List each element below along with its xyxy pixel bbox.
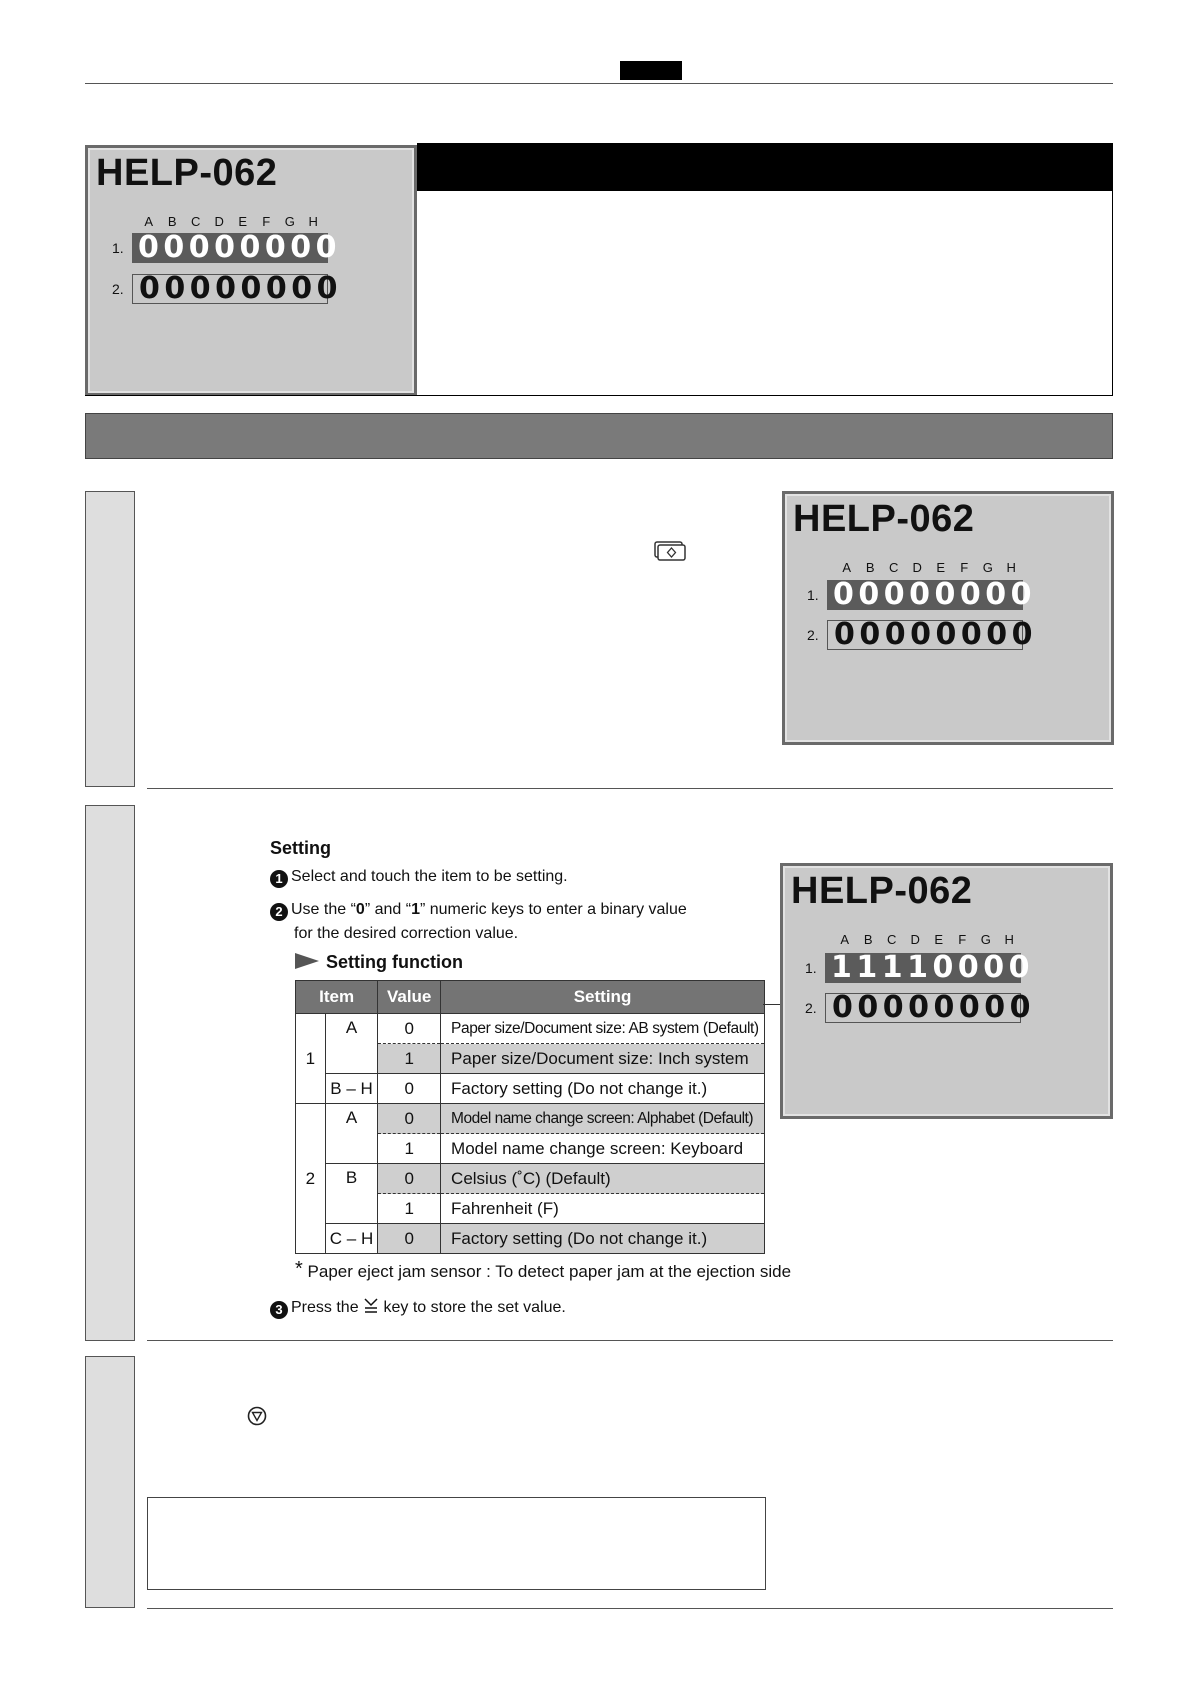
top-box-bottom-rule xyxy=(85,395,1113,396)
start-key-icon xyxy=(654,541,687,561)
note-box xyxy=(147,1497,766,1590)
lcd-row1-bits: 11110000 xyxy=(825,953,1021,983)
lcd-title: HELP-062 xyxy=(96,152,278,194)
step2-lcd-panel xyxy=(780,863,1113,1119)
footnote: * Paper eject jam sensor : To detect paper jam at the ejection side xyxy=(295,1258,792,1281)
setting-function-table xyxy=(295,980,765,1254)
table-row: 1 Paper size/Document size: Inch system xyxy=(296,1044,765,1074)
setting-item-2: 2 Use the “0” and “1” numeric keys to enter a binary value for the desired correction value. xyxy=(270,898,687,946)
table-header-row xyxy=(296,981,765,1014)
lcd-title: HELP-062 xyxy=(793,498,975,540)
step3-sidebar xyxy=(85,1356,135,1608)
header-rule xyxy=(85,83,1113,84)
section-bar xyxy=(85,413,1113,459)
setting-item-1: 1 Select and touch the item to be setting. xyxy=(270,868,568,888)
footnote-asterisk: * xyxy=(295,1258,303,1280)
table-row: 2 A 0 Model name change screen: Alphabet (Default) xyxy=(296,1104,765,1134)
top-title-bar xyxy=(417,143,1113,191)
step1-lcd-panel xyxy=(782,491,1114,745)
lcd-row1-label: 1. xyxy=(805,960,817,976)
top-description-box xyxy=(417,191,1113,396)
lcd-column-letters: A B C D E F G H xyxy=(840,932,1014,947)
lcd-row2-label: 2. xyxy=(807,627,819,643)
top-lcd-panel xyxy=(85,145,417,396)
lcd-row2-bits: 00000000 xyxy=(132,274,328,304)
lcd-row1-bits: 00000000 xyxy=(132,233,328,263)
step2-rule xyxy=(147,1340,1113,1341)
header-setting: Setting xyxy=(441,981,765,1014)
step-number-2: 2 xyxy=(270,903,288,921)
step-number-3: 3 xyxy=(270,1301,288,1319)
table-row: B – H 0 Factory setting (Do not change it.) xyxy=(296,1074,765,1104)
lcd-row2-bits: 00000000 xyxy=(825,993,1021,1023)
setting-function-heading: Setting function xyxy=(295,952,463,973)
step3-rule xyxy=(147,1608,1113,1609)
step1-sidebar xyxy=(85,491,135,787)
table-row: 1 A 0 Paper size/Document size: AB system (Default) xyxy=(296,1014,765,1044)
triangle-arrow-icon xyxy=(295,952,321,970)
header-tab xyxy=(620,61,682,80)
lcd-row1-bits: 00000000 xyxy=(827,580,1023,610)
lcd-row1-label: 1. xyxy=(112,240,124,256)
stop-key-icon xyxy=(247,1406,267,1426)
lcd-row1-label: 1. xyxy=(807,587,819,603)
lcd-column-letters: A B C D E F G H xyxy=(144,214,318,229)
header-item: Item xyxy=(296,981,378,1014)
table-row: C – H 0 Factory setting (Do not change it.) xyxy=(296,1224,765,1254)
step-number-1: 1 xyxy=(270,870,288,888)
lcd-row2-label: 2. xyxy=(805,1000,817,1016)
step1-rule xyxy=(147,788,1113,789)
lcd-row2-bits: 00000000 xyxy=(827,620,1023,650)
table-row: 1 Fahrenheit (F) xyxy=(296,1194,765,1224)
lcd-title: HELP-062 xyxy=(791,870,973,912)
step2-sidebar xyxy=(85,805,135,1341)
header-value: Value xyxy=(378,981,441,1014)
lcd-row2-label: 2. xyxy=(112,281,124,297)
setting-item-3: 3 Press the key to store the set value. xyxy=(270,1297,566,1319)
store-key-icon xyxy=(363,1297,379,1315)
table-row: 1 Model name change screen: Keyboard xyxy=(296,1134,765,1164)
setting-heading: Setting xyxy=(270,838,331,858)
table-row: B 0 Celsius (˚C) (Default) xyxy=(296,1164,765,1194)
lcd-column-letters: A B C D E F G H xyxy=(842,560,1016,575)
